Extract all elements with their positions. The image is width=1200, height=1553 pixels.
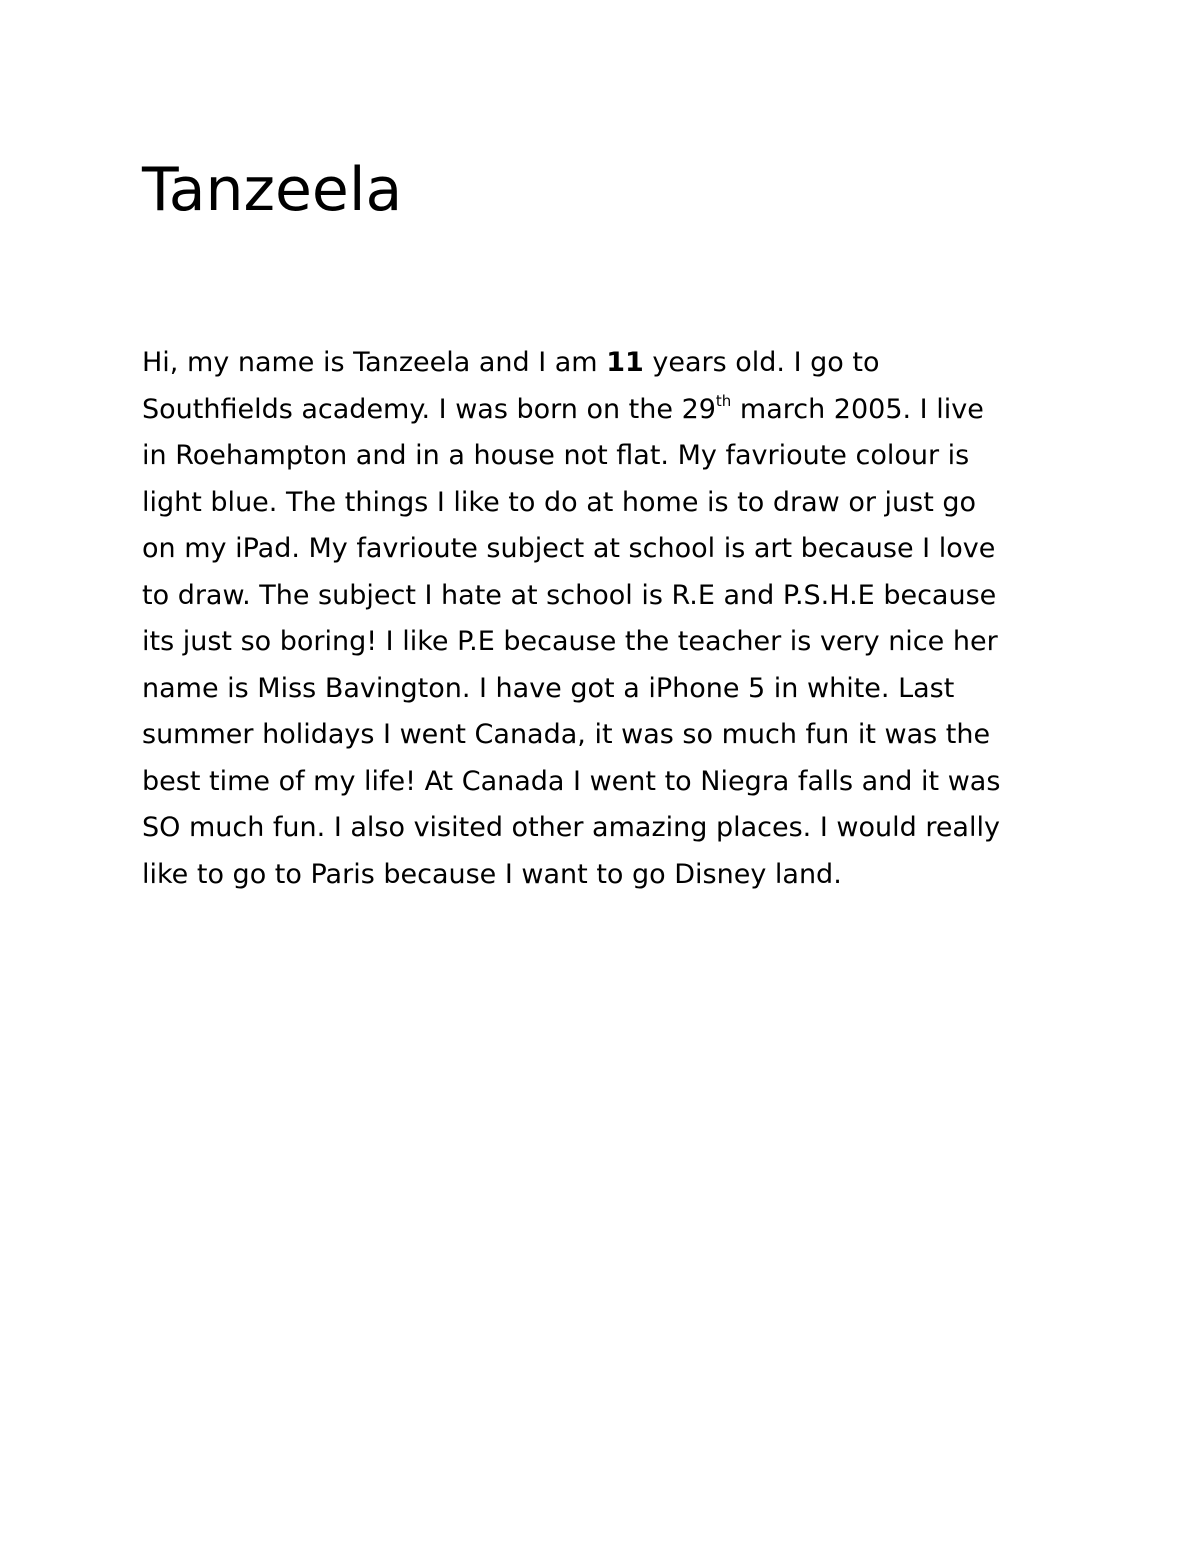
body-paragraph bbox=[142, 340, 1062, 898]
paragraph-line bbox=[142, 387, 1062, 434]
paragraph-line: best time of my life! At Canada I went to Niegra falls and it was bbox=[142, 765, 1001, 797]
paragraph-line: on my iPad. My favrioute subject at school is art because I love bbox=[142, 533, 996, 564]
age-number: 11 bbox=[606, 347, 644, 378]
paragraph-line: in Roehampton and in a house not flat. My favrioute colour is bbox=[142, 440, 970, 471]
ordinal-suffix: th bbox=[715, 391, 732, 410]
paragraph-line: name is Miss Bavington. I have got a iPhone 5 in white. Last bbox=[142, 672, 955, 704]
text-run: Hi, my name is Tanzeela and I am bbox=[142, 347, 607, 378]
paragraph-line: its just so boring! I like P.E because the teacher is very nice her bbox=[142, 626, 998, 657]
text-run: Southfields academy. I was born on the 29 bbox=[142, 393, 716, 425]
paragraph-line: summer holidays I went Canada, it was so much fun it was the bbox=[142, 719, 991, 750]
document-title: Tanzeela bbox=[142, 155, 403, 225]
paragraph-line bbox=[142, 340, 1062, 387]
paragraph-line: light blue. The things I like to do at home is to draw or just go bbox=[142, 486, 977, 518]
paragraph-line: SO much fun. I also visited other amazing places. I would really bbox=[142, 812, 1000, 843]
paragraph-line: like to go to Paris because I want to go Disney land. bbox=[142, 858, 842, 890]
text-run: march 2005. I live bbox=[731, 393, 984, 425]
paragraph-line: to draw. The subject I hate at school is R.E and P.S.H.E because bbox=[142, 579, 997, 611]
text-run: years old. I go to bbox=[643, 347, 880, 378]
